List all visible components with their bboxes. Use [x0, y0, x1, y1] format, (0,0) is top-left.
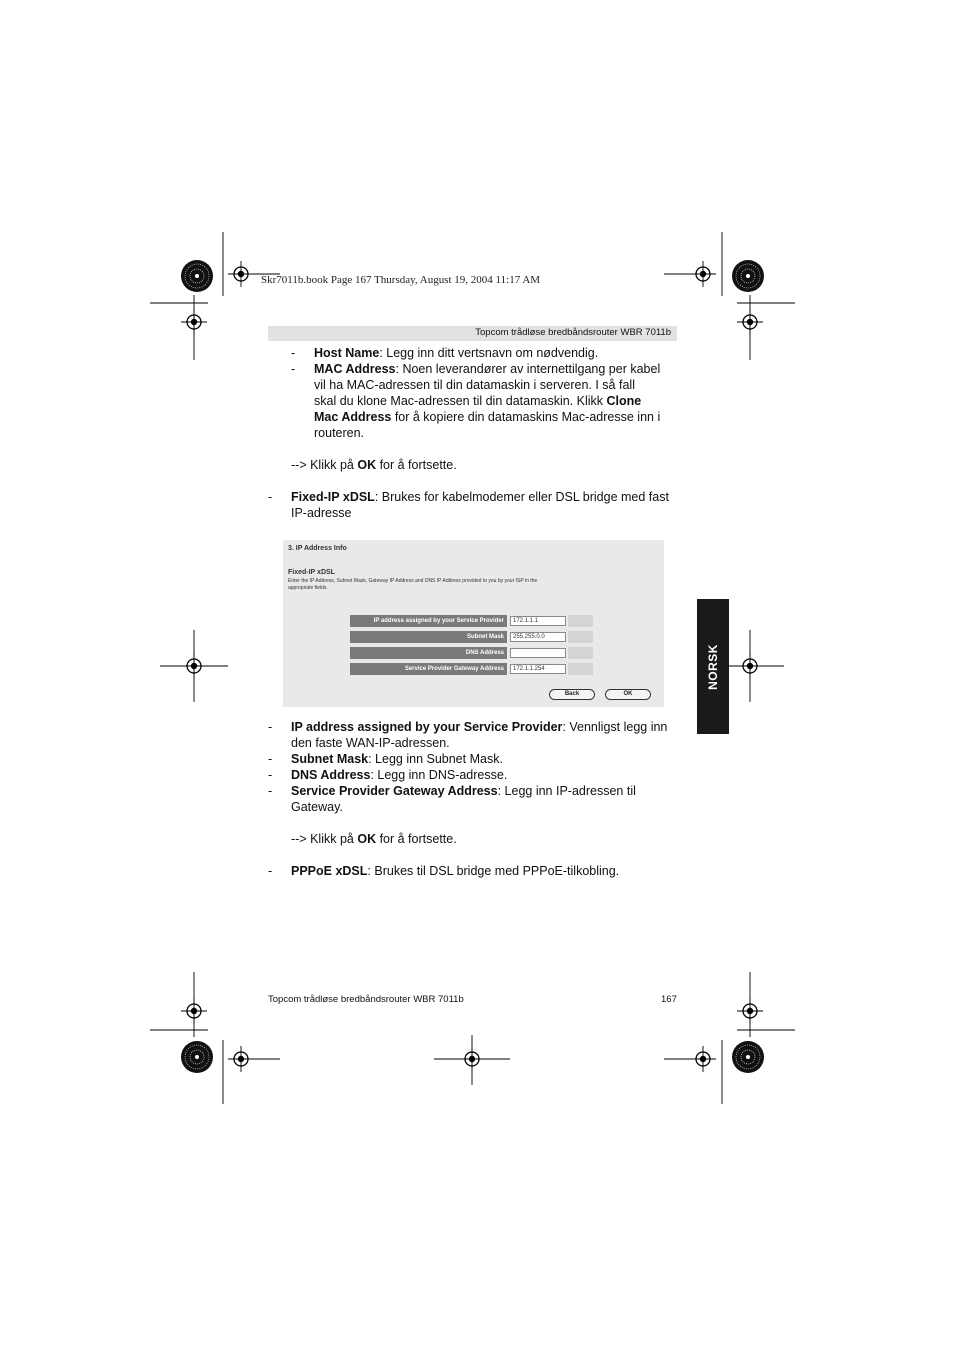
list-item-pppoe: PPPoE xDSL: Brukes til DSL bridge med PPPoE-tilkobling. — [291, 864, 620, 878]
list-bullet: - — [268, 490, 273, 504]
field-label: DNS Address — [350, 647, 507, 659]
subnet-mask-input[interactable]: 255.255.0.0 — [510, 632, 566, 642]
list-item-mac-address: MAC Address: Noen leverandører av internettilgang per kabel — [314, 362, 661, 376]
back-button[interactable]: Back — [549, 689, 595, 700]
router-config-screenshot — [283, 540, 664, 707]
field-spacer — [568, 615, 593, 627]
list-bullet: - — [268, 864, 273, 878]
list-bullet: - — [268, 752, 273, 766]
list-item-gateway-address: Service Provider Gateway Address: Legg inn IP-adressen til — [291, 784, 636, 798]
section-description: appropriate fields. — [288, 585, 328, 591]
list-bullet: - — [268, 720, 273, 734]
field-spacer — [568, 647, 593, 659]
section-title: 3. IP Address Info — [288, 545, 347, 552]
ok-button[interactable]: OK — [605, 689, 651, 700]
list-bullet: - — [291, 346, 296, 360]
list-item-fixed-ip: Fixed-IP xDSL: Brukes for kabelmodemer eller DSL bridge med fast — [291, 490, 669, 504]
list-item-dns-address: DNS Address: Legg inn DNS-adresse. — [291, 768, 508, 782]
list-item-text: Mac Address for å kopiere din datamaskins Mac-adresse inn i — [314, 410, 661, 424]
field-spacer — [568, 631, 593, 643]
list-item-text: Gateway. — [291, 800, 343, 814]
list-item-ip-address: IP address assigned by your Service Provider: Vennligst legg inn — [291, 720, 668, 734]
field-label: Service Provider Gateway Address — [350, 663, 507, 675]
dns-address-input[interactable] — [510, 648, 566, 658]
page-number: 167 — [661, 994, 677, 1005]
footer-title: Topcom trådløse bredbåndsrouter WBR 7011b — [268, 994, 464, 1005]
list-item-host-name: Host Name: Legg inn ditt vertsnavn om nødvendig. — [314, 346, 599, 360]
list-item-text: routeren. — [314, 426, 365, 440]
field-row-subnet-mask — [350, 631, 593, 643]
ok-instruction: --> Klikk på OK for å fortsette. — [291, 832, 457, 846]
list-item-text: skal du klone Mac-adressen til din datamaskin. Klikk Clone — [314, 394, 642, 408]
ip-address-input[interactable]: 172.1.1.1 — [510, 616, 566, 626]
section-description: Enter the IP Address, Subnet Mask, Gateway IP Address and DNS IP Address provided to you by your ISP in the — [288, 578, 538, 584]
field-row-gateway-address — [350, 663, 593, 675]
list-bullet: - — [268, 784, 273, 798]
field-spacer — [568, 663, 593, 675]
list-bullet: - — [268, 768, 273, 782]
field-label: IP address assigned by your Service Provider — [350, 615, 507, 627]
field-row-dns-address — [350, 647, 593, 659]
field-row-ip-address — [350, 615, 593, 627]
language-tab — [697, 599, 729, 734]
header-title: Topcom trådløse bredbåndsrouter WBR 7011b — [475, 327, 671, 338]
list-item-text: IP-adresse — [291, 506, 352, 520]
list-item-text: vil ha MAC-adressen til din datamaskin i serveren. I så fall — [314, 378, 635, 392]
running-header — [268, 326, 677, 341]
list-bullet: - — [291, 362, 296, 376]
list-item-text: den faste WAN-IP-adressen. — [291, 736, 450, 750]
language-tab-label: NORSK — [706, 643, 720, 690]
gateway-address-input[interactable]: 172.1.1.254 — [510, 664, 566, 674]
ok-instruction: --> Klikk på OK for å fortsette. — [291, 458, 457, 472]
book-print-info: Skr7011b.book Page 167 Thursday, August 19, 2004 11:17 AM — [261, 274, 541, 286]
field-label: Subnet Mask — [350, 631, 507, 643]
list-item-subnet-mask: Subnet Mask: Legg inn Subnet Mask. — [291, 752, 503, 766]
section-subtitle: Fixed-IP xDSL — [288, 569, 335, 576]
